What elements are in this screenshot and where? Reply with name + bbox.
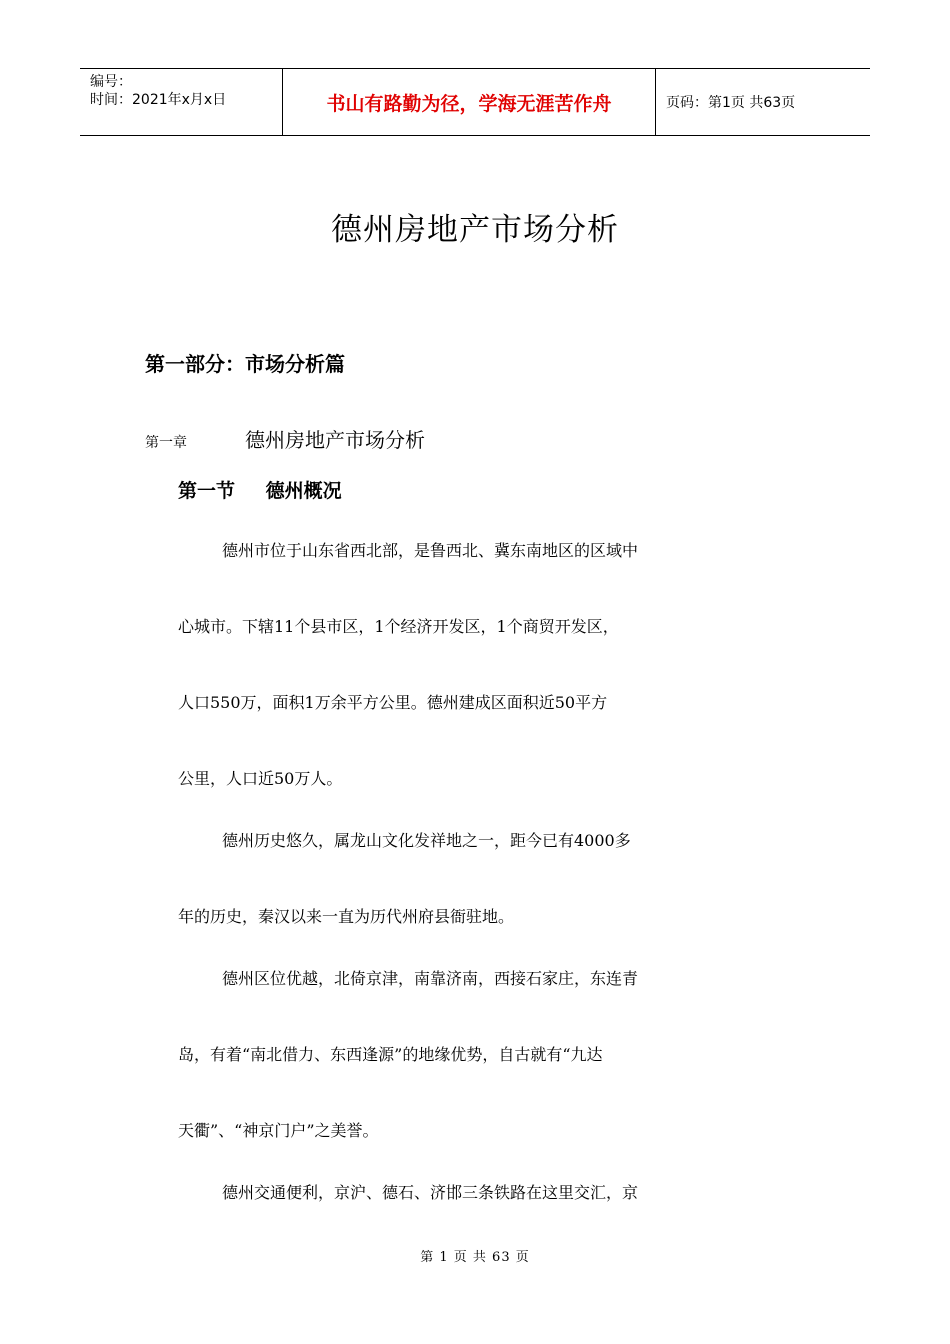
page-info-text: 页码：第1页 共63页 (666, 95, 796, 111)
section-number: 第一节 (178, 480, 236, 502)
header-table (80, 68, 870, 136)
part-title: 第一部分：市场分析篇 (145, 352, 345, 376)
body-line: 天衢”、“神京门户”之美誉。 (178, 1121, 379, 1140)
body-line: 德州区位优越，北倚京津，南靠济南，西接石家庄，东连青 (222, 969, 639, 988)
body-text (178, 532, 808, 1250)
page-info-cell (656, 69, 870, 135)
page-footer: 第 1 页 共 63 页 (420, 1250, 530, 1265)
body-line: 人口550万，面积1万余平方公里。德州建成区面积近50平方 (178, 693, 608, 712)
header-left-cell (80, 69, 282, 135)
chapter-title: 德州房地产市场分析 (245, 428, 425, 452)
section-title: 德州概况 (265, 480, 342, 502)
body-line: 德州市位于山东省西北部，是鲁西北、冀东南地区的区域中 (222, 541, 639, 560)
section-heading (178, 476, 342, 503)
chapter-number: 第一章 (145, 435, 187, 451)
body-line: 公里，人口近50万人。 (178, 769, 343, 788)
body-line: 年的历史，秦汉以来一直为历代州府县衙驻地。 (178, 907, 515, 926)
motto-text: 书山有路勤为径，学海无涯苦作舟 (326, 92, 612, 115)
body-line: 德州交通便利，京沪、德石、济邯三条铁路在这里交汇，京 (222, 1183, 639, 1202)
number-label: 编号： (90, 74, 132, 90)
document-title: 德州房地产市场分析 (331, 212, 619, 248)
motto-cell (282, 69, 656, 135)
body-line: 心城市。下辖11个县市区，1个经济开发区，1个商贸开发区， (178, 617, 619, 636)
body-line: 德州历史悠久，属龙山文化发祥地之一，距今已有4000多 (222, 831, 631, 850)
chapter-heading (145, 424, 425, 453)
time-label: 时间：2021年x月x日 (90, 92, 227, 108)
body-line: 岛，有着“南北借力、东西逢源”的地缘优势，自古就有“九达 (178, 1045, 603, 1064)
